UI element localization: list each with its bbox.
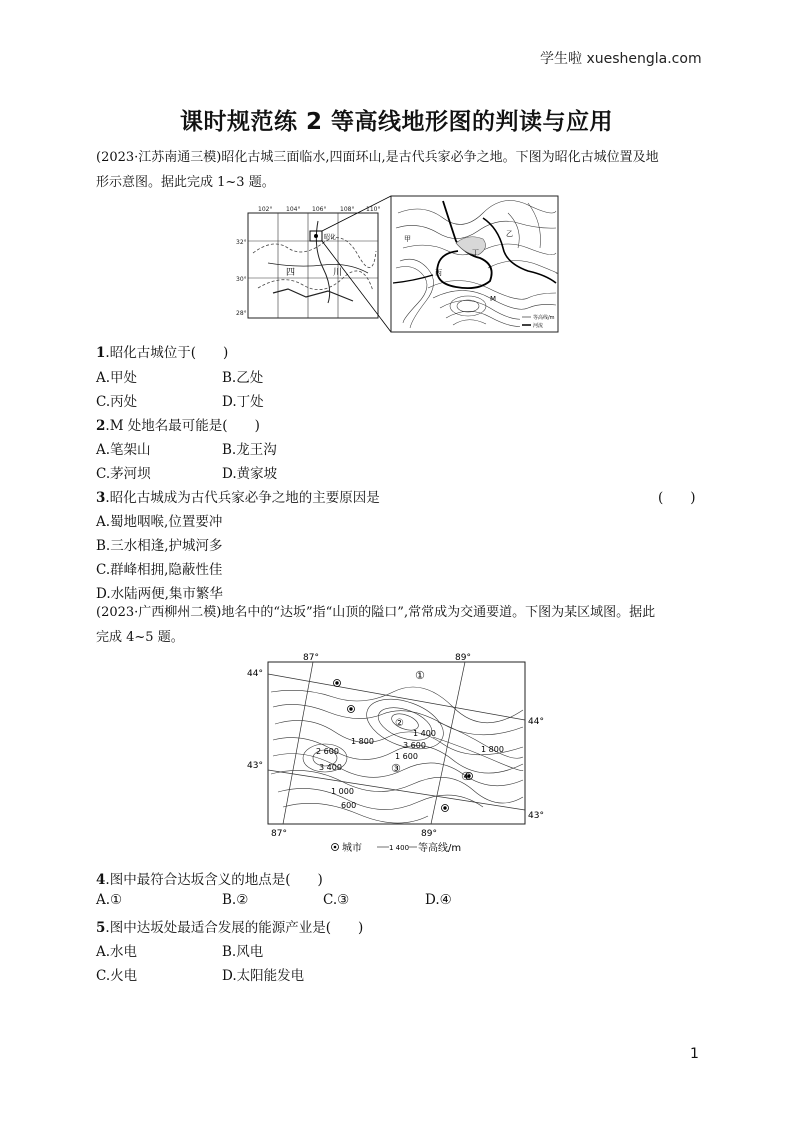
- lat-left-43: 43°: [247, 761, 263, 771]
- q2-option-d[interactable]: D.黄家坡: [222, 466, 278, 482]
- zhaohua-location-map: [228, 193, 563, 335]
- location-map: [236, 196, 391, 332]
- question-2-number: 2: [96, 418, 106, 434]
- contour-label-1000: 1 000: [331, 787, 354, 796]
- question-5-number: 5: [96, 920, 106, 936]
- q3-option-a[interactable]: A.蜀地咽喉,位置要冲: [96, 514, 223, 530]
- lon-label-110: 110°: [366, 206, 381, 213]
- question-4: [96, 868, 323, 888]
- contour-label-1600: 1 600: [395, 752, 418, 761]
- q4-option-c[interactable]: C.③: [323, 892, 350, 908]
- lat-left-44: 44°: [247, 669, 263, 679]
- question-3-number: 3: [96, 490, 106, 506]
- site-watermark: 学生啦 xueshengla.com: [540, 51, 702, 67]
- q1-option-b[interactable]: B.乙处: [222, 370, 264, 386]
- legend-river-label: 河流: [533, 323, 544, 329]
- question-1-number: 1: [96, 345, 106, 361]
- detail-label-bing: 丙: [435, 269, 442, 277]
- q5-option-b[interactable]: B.风电: [222, 944, 264, 960]
- q4-option-d[interactable]: D.④: [425, 892, 452, 908]
- q5-option-a[interactable]: A.水电: [96, 944, 138, 960]
- question-3-answer-paren: ( ): [658, 490, 696, 506]
- passage-1: [96, 145, 706, 195]
- contour-label-1800-b: 1 800: [481, 745, 504, 754]
- legend-contour-text: 等高线/m: [418, 843, 462, 854]
- q3-option-c[interactable]: C.群峰相拥,隐蔽性佳: [96, 562, 223, 578]
- contour-label-1800-a: 1 800: [351, 737, 374, 746]
- marker-4: ④: [461, 770, 471, 783]
- lat-label-30: 30°: [236, 276, 247, 283]
- question-3: [96, 486, 380, 506]
- question-4-number: 4: [96, 872, 106, 888]
- place-label-si: 四: [286, 268, 296, 278]
- lat-label-32: 32°: [236, 239, 247, 246]
- lon-bottom-87: 87°: [271, 829, 287, 839]
- q2-option-a[interactable]: A.笔架山: [96, 442, 151, 458]
- question-2: [96, 414, 260, 434]
- passage-2-line-2: 完成 4~5 题。: [96, 630, 184, 645]
- daban-region-map: [243, 652, 553, 857]
- legend-contour-label: 等高线/m: [533, 315, 555, 321]
- lat-right-43: 43°: [528, 811, 544, 821]
- passage-1-line-1: (2023·江苏南通三模)昭化古城三面临水,四面环山,是古代兵家必争之地。下图为昭化古城位置及地: [96, 150, 659, 165]
- lon-label-102: 102°: [258, 206, 273, 213]
- contour-label-2600: 2 600: [316, 747, 339, 756]
- lon-bottom-89: 89°: [421, 829, 437, 839]
- place-label-chuan: 川: [333, 268, 343, 278]
- q4-option-b[interactable]: B.②: [222, 892, 249, 908]
- q5-option-d[interactable]: D.太阳能发电: [222, 968, 305, 984]
- contour-label-3600: 3 600: [403, 741, 426, 750]
- marker-1: ①: [415, 669, 425, 682]
- marker-3: ③: [391, 762, 401, 775]
- passage-2-line-1: (2023·广西柳州二模)地名中的“达坂”指“山顶的隘口”,常常成为交通要道。下图为某区域图。据此: [96, 605, 656, 620]
- place-label-zhaohua: 昭化: [324, 234, 337, 241]
- detail-label-ding: 丁: [472, 249, 479, 257]
- question-5: [96, 916, 363, 936]
- question-2-stem: .M 处地名最可能是( ): [105, 418, 260, 434]
- legend-city-label: 城市: [342, 843, 362, 854]
- detail-label-m: M: [490, 295, 497, 303]
- detail-label-jia: 甲: [404, 235, 411, 243]
- passage-1-line-2: 形示意图。据此完成 1~3 题。: [96, 175, 275, 190]
- lon-label-104: 104°: [286, 206, 301, 213]
- q1-option-c[interactable]: C.丙处: [96, 394, 138, 410]
- q2-option-b[interactable]: B.龙王沟: [222, 442, 277, 458]
- page-title: 课时规范练 2 等高线地形图的判读与应用: [179, 109, 614, 135]
- lat-label-28: 28°: [236, 310, 247, 317]
- legend-contour-value: 1 400: [389, 844, 410, 852]
- q3-option-b[interactable]: B.三水相逢,护城河多: [96, 538, 223, 554]
- contour-label-3400: 3 400: [319, 763, 342, 772]
- lon-label-108: 108°: [340, 206, 355, 213]
- q2-option-c[interactable]: C.茅河坝: [96, 466, 151, 482]
- contour-label-600: 600: [341, 801, 357, 810]
- passage-2: [96, 600, 706, 650]
- page-number: 1: [690, 1046, 699, 1062]
- q1-option-a[interactable]: A.甲处: [96, 370, 138, 386]
- question-3-stem: .昭化古城成为古代兵家必争之地的主要原因是: [105, 490, 380, 506]
- lat-right-44: 44°: [528, 717, 544, 727]
- detail-contour-map: [391, 196, 558, 332]
- map2-legend: [332, 841, 462, 854]
- question-5-stem: .图中达坂处最适合发展的能源产业是( ): [105, 920, 364, 936]
- q4-option-a[interactable]: A.①: [96, 892, 123, 908]
- detail-label-yi: 乙: [506, 230, 513, 238]
- question-1: [96, 341, 228, 361]
- marker-2: ②: [395, 718, 404, 729]
- question-1-stem: .昭化古城位于( ): [105, 345, 229, 361]
- contour-label-1400: 1 400: [413, 729, 436, 738]
- lon-label-106: 106°: [312, 206, 327, 213]
- question-4-stem: .图中最符合达坂含义的地点是( ): [105, 872, 323, 888]
- q1-option-d[interactable]: D.丁处: [222, 394, 264, 410]
- q5-option-c[interactable]: C.火电: [96, 968, 138, 984]
- lon-top-87: 87°: [303, 653, 319, 663]
- lon-top-89: 89°: [455, 653, 471, 663]
- q3-option-d[interactable]: D.水陆两便,集市繁华: [96, 586, 223, 602]
